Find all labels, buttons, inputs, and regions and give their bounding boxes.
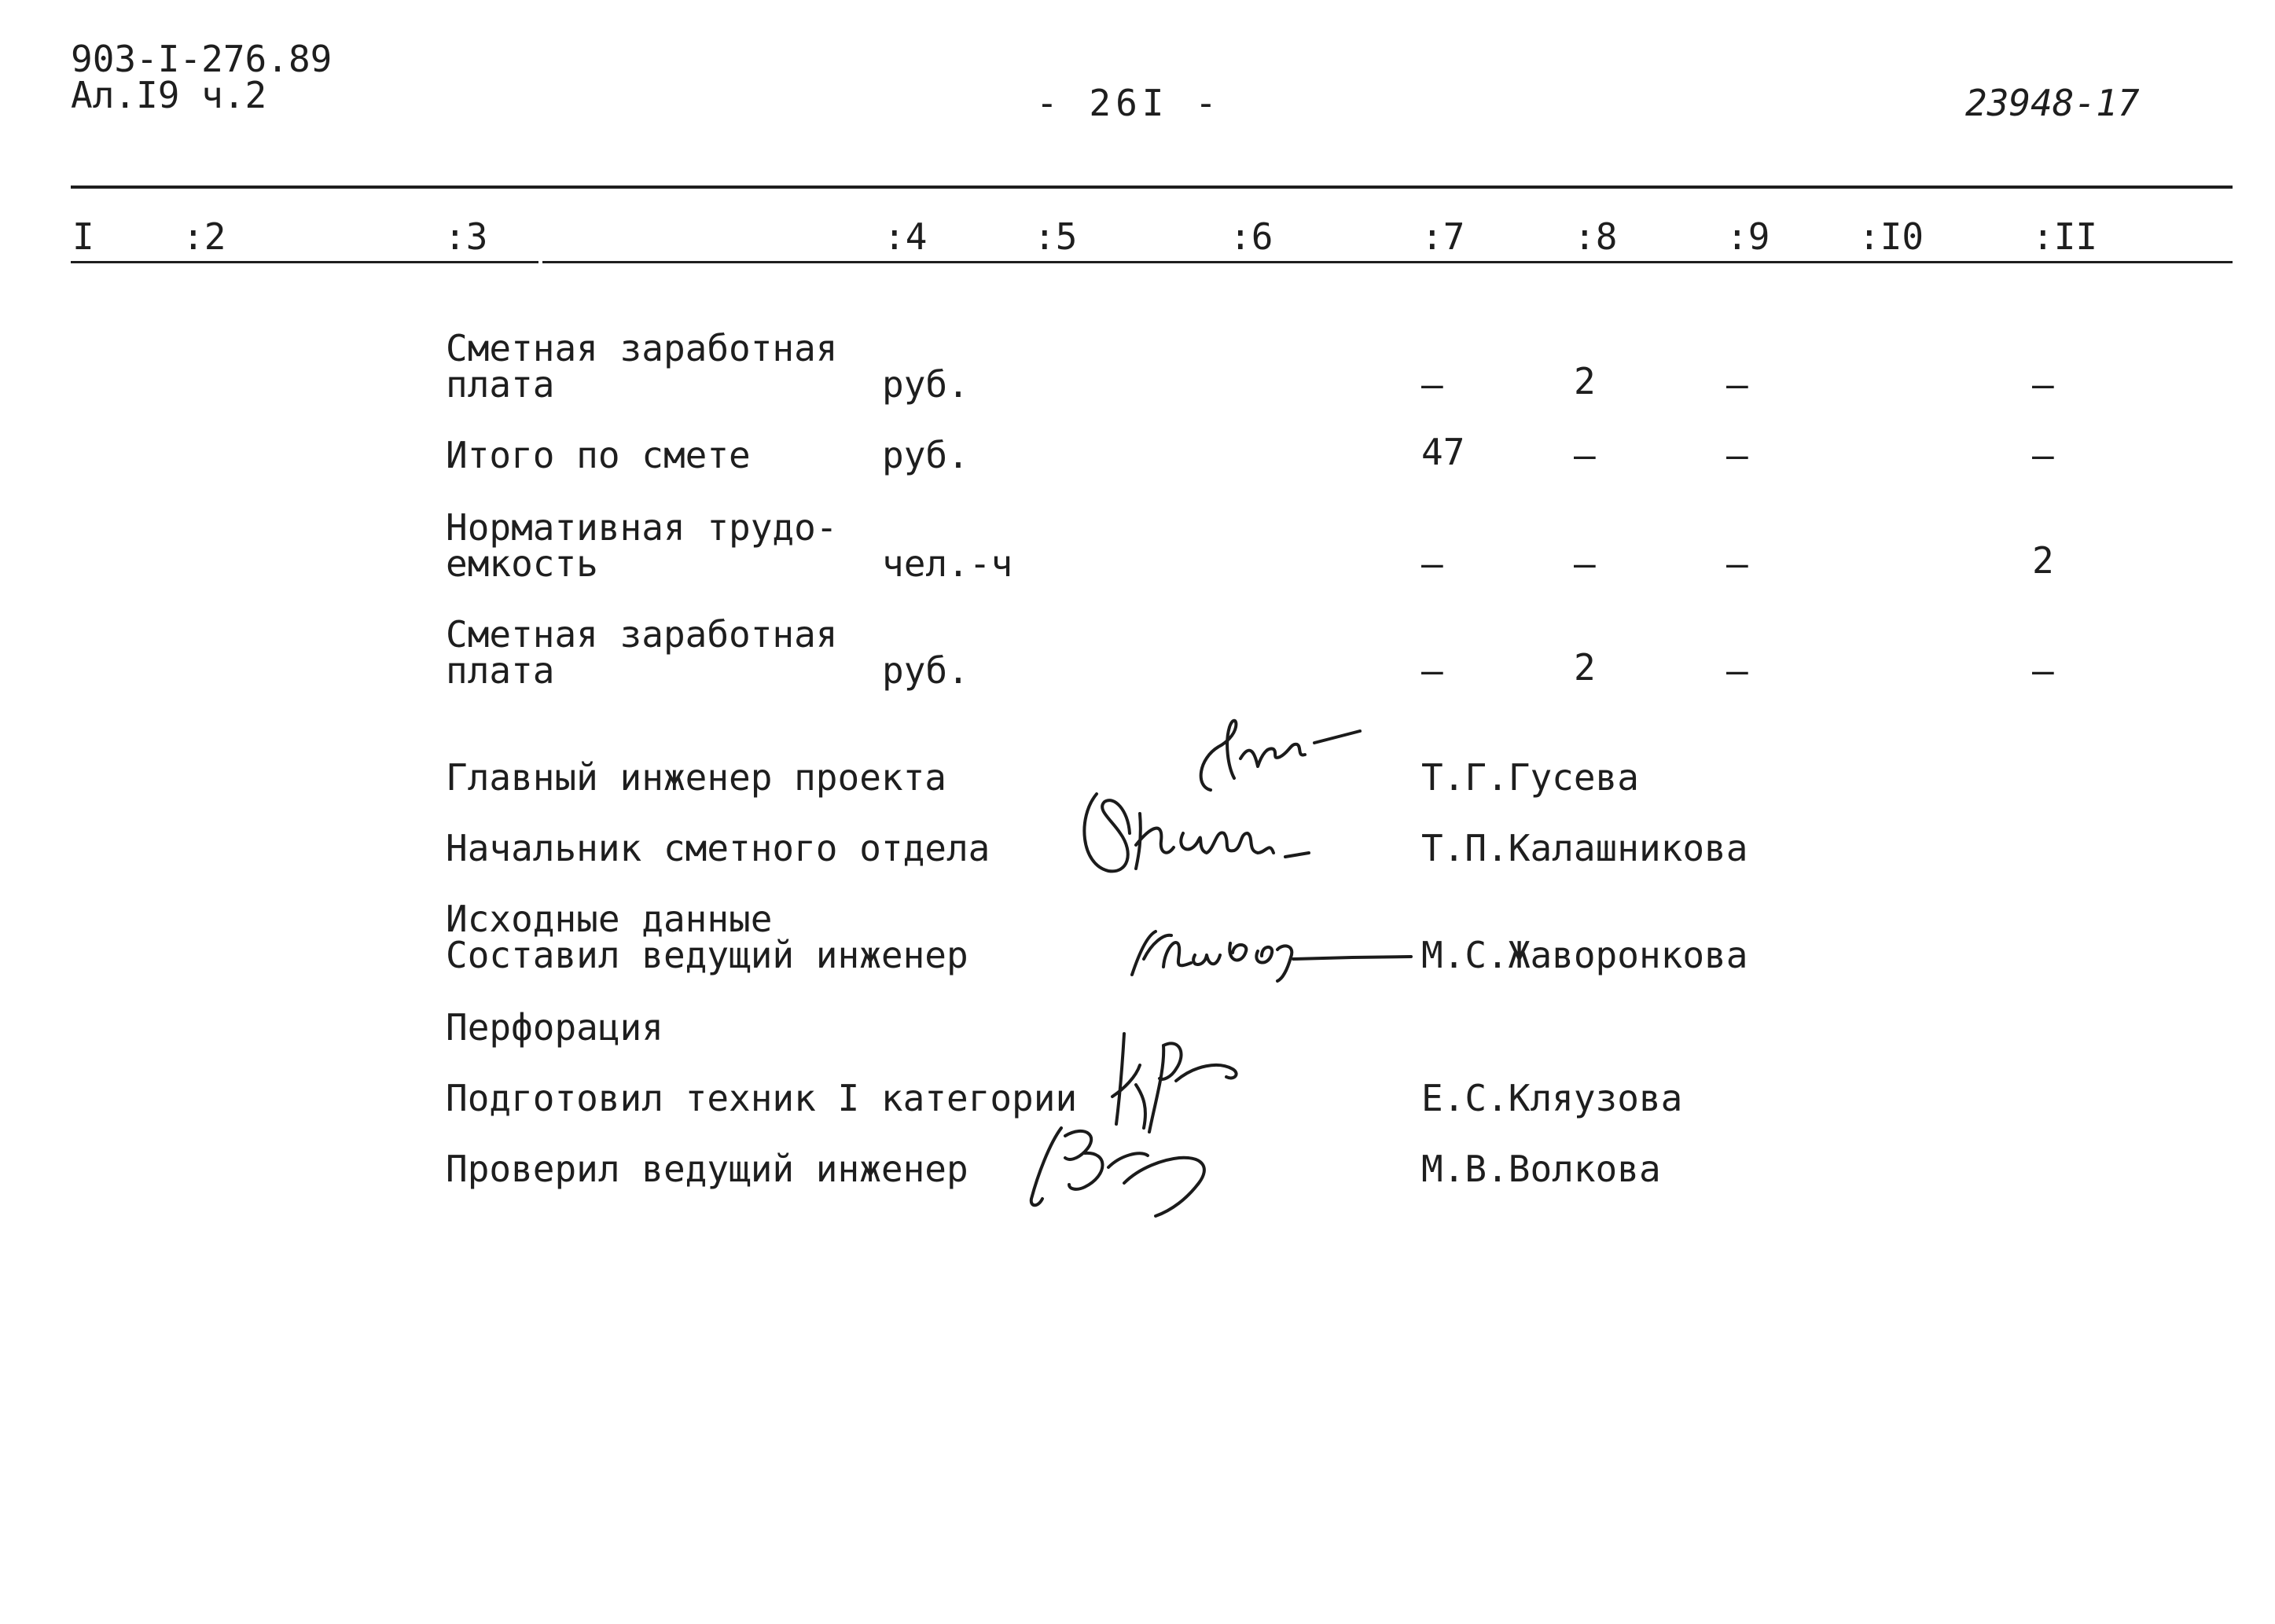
- signatory-name: Т.П.Калашникова: [1421, 827, 1748, 869]
- cell-col9: –: [1726, 649, 1748, 692]
- row-unit: руб.: [882, 649, 969, 692]
- signatory-title: Проверил ведущий инженер: [446, 1148, 968, 1190]
- col-header-8: :8: [1574, 215, 1618, 258]
- cell-col9: –: [1726, 363, 1748, 406]
- row-label-line: емкость: [446, 542, 598, 585]
- col-header-6: :6: [1229, 215, 1273, 258]
- doc-code: 903-I-276.89: [71, 38, 333, 80]
- signatory-title: Исходные данные: [446, 898, 773, 940]
- row-label-line: Итого по смете: [446, 434, 751, 476]
- signatory-name: М.С.Жаворонкова: [1421, 934, 1748, 976]
- row-label-line: Сметная заработная: [446, 613, 838, 656]
- signatory-title: Начальник сметного отдела: [446, 827, 990, 869]
- col-header-3: :3: [444, 215, 488, 258]
- cell-col11: 2: [2032, 539, 2054, 582]
- col-header-1: I: [72, 215, 94, 258]
- row-unit: руб.: [882, 363, 969, 406]
- header-top-rule: [71, 186, 2233, 189]
- cell-col7: 47: [1421, 431, 1465, 473]
- col-header-4: :4: [884, 215, 928, 258]
- cell-col9: –: [1726, 542, 1748, 585]
- signatory-title: Составил ведущий инженер: [446, 934, 968, 976]
- col-header-7: :7: [1421, 215, 1465, 258]
- cell-col11: –: [2032, 434, 2054, 476]
- cell-col11: –: [2032, 649, 2054, 692]
- page-number: - 26I -: [1036, 82, 1222, 124]
- row-label-line: плата: [446, 363, 555, 406]
- signatory-title: Перфорация: [446, 1006, 663, 1049]
- col-header-2: :2: [182, 215, 226, 258]
- signatory-name: М.В.Волкова: [1421, 1148, 1661, 1190]
- signature-volkova: [1022, 1112, 1242, 1222]
- signatory-title: Главный инженер проекта: [446, 756, 946, 799]
- cell-col8: 2: [1574, 646, 1596, 689]
- archive-number: 23948-17: [1965, 82, 2140, 124]
- cell-col8: 2: [1574, 360, 1596, 402]
- cell-col7: –: [1421, 363, 1443, 406]
- col-header-10: :I0: [1858, 215, 1924, 258]
- signatory-name: Т.Г.Гусева: [1421, 756, 1639, 799]
- row-unit: руб.: [882, 434, 969, 476]
- row-label-line: плата: [446, 649, 555, 692]
- cell-col9: –: [1726, 434, 1748, 476]
- signature-kalashnikova: [1073, 778, 1340, 888]
- cell-col7: –: [1421, 649, 1443, 692]
- header-bottom-rule-left: [71, 261, 538, 263]
- row-label-line: Сметная заработная: [446, 327, 838, 369]
- col-header-5: :5: [1034, 215, 1078, 258]
- col-header-11: :II: [2032, 215, 2098, 258]
- col-header-9: :9: [1726, 215, 1770, 258]
- row-unit: чел.-ч: [882, 542, 1013, 585]
- cell-col8: –: [1574, 542, 1596, 585]
- cell-col8: –: [1574, 434, 1596, 476]
- row-label-line: Нормативная трудо-: [446, 506, 838, 549]
- signature-zhavoronkova: [1116, 912, 1415, 990]
- sheet-info: Ал.I9 ч.2: [71, 74, 267, 116]
- signatory-name: Е.С.Кляузова: [1421, 1077, 1683, 1119]
- cell-col7: –: [1421, 542, 1443, 585]
- cell-col11: –: [2032, 363, 2054, 406]
- signatory-title: Подготовил техник I категории: [446, 1077, 1078, 1119]
- header-bottom-rule-right: [542, 261, 2233, 263]
